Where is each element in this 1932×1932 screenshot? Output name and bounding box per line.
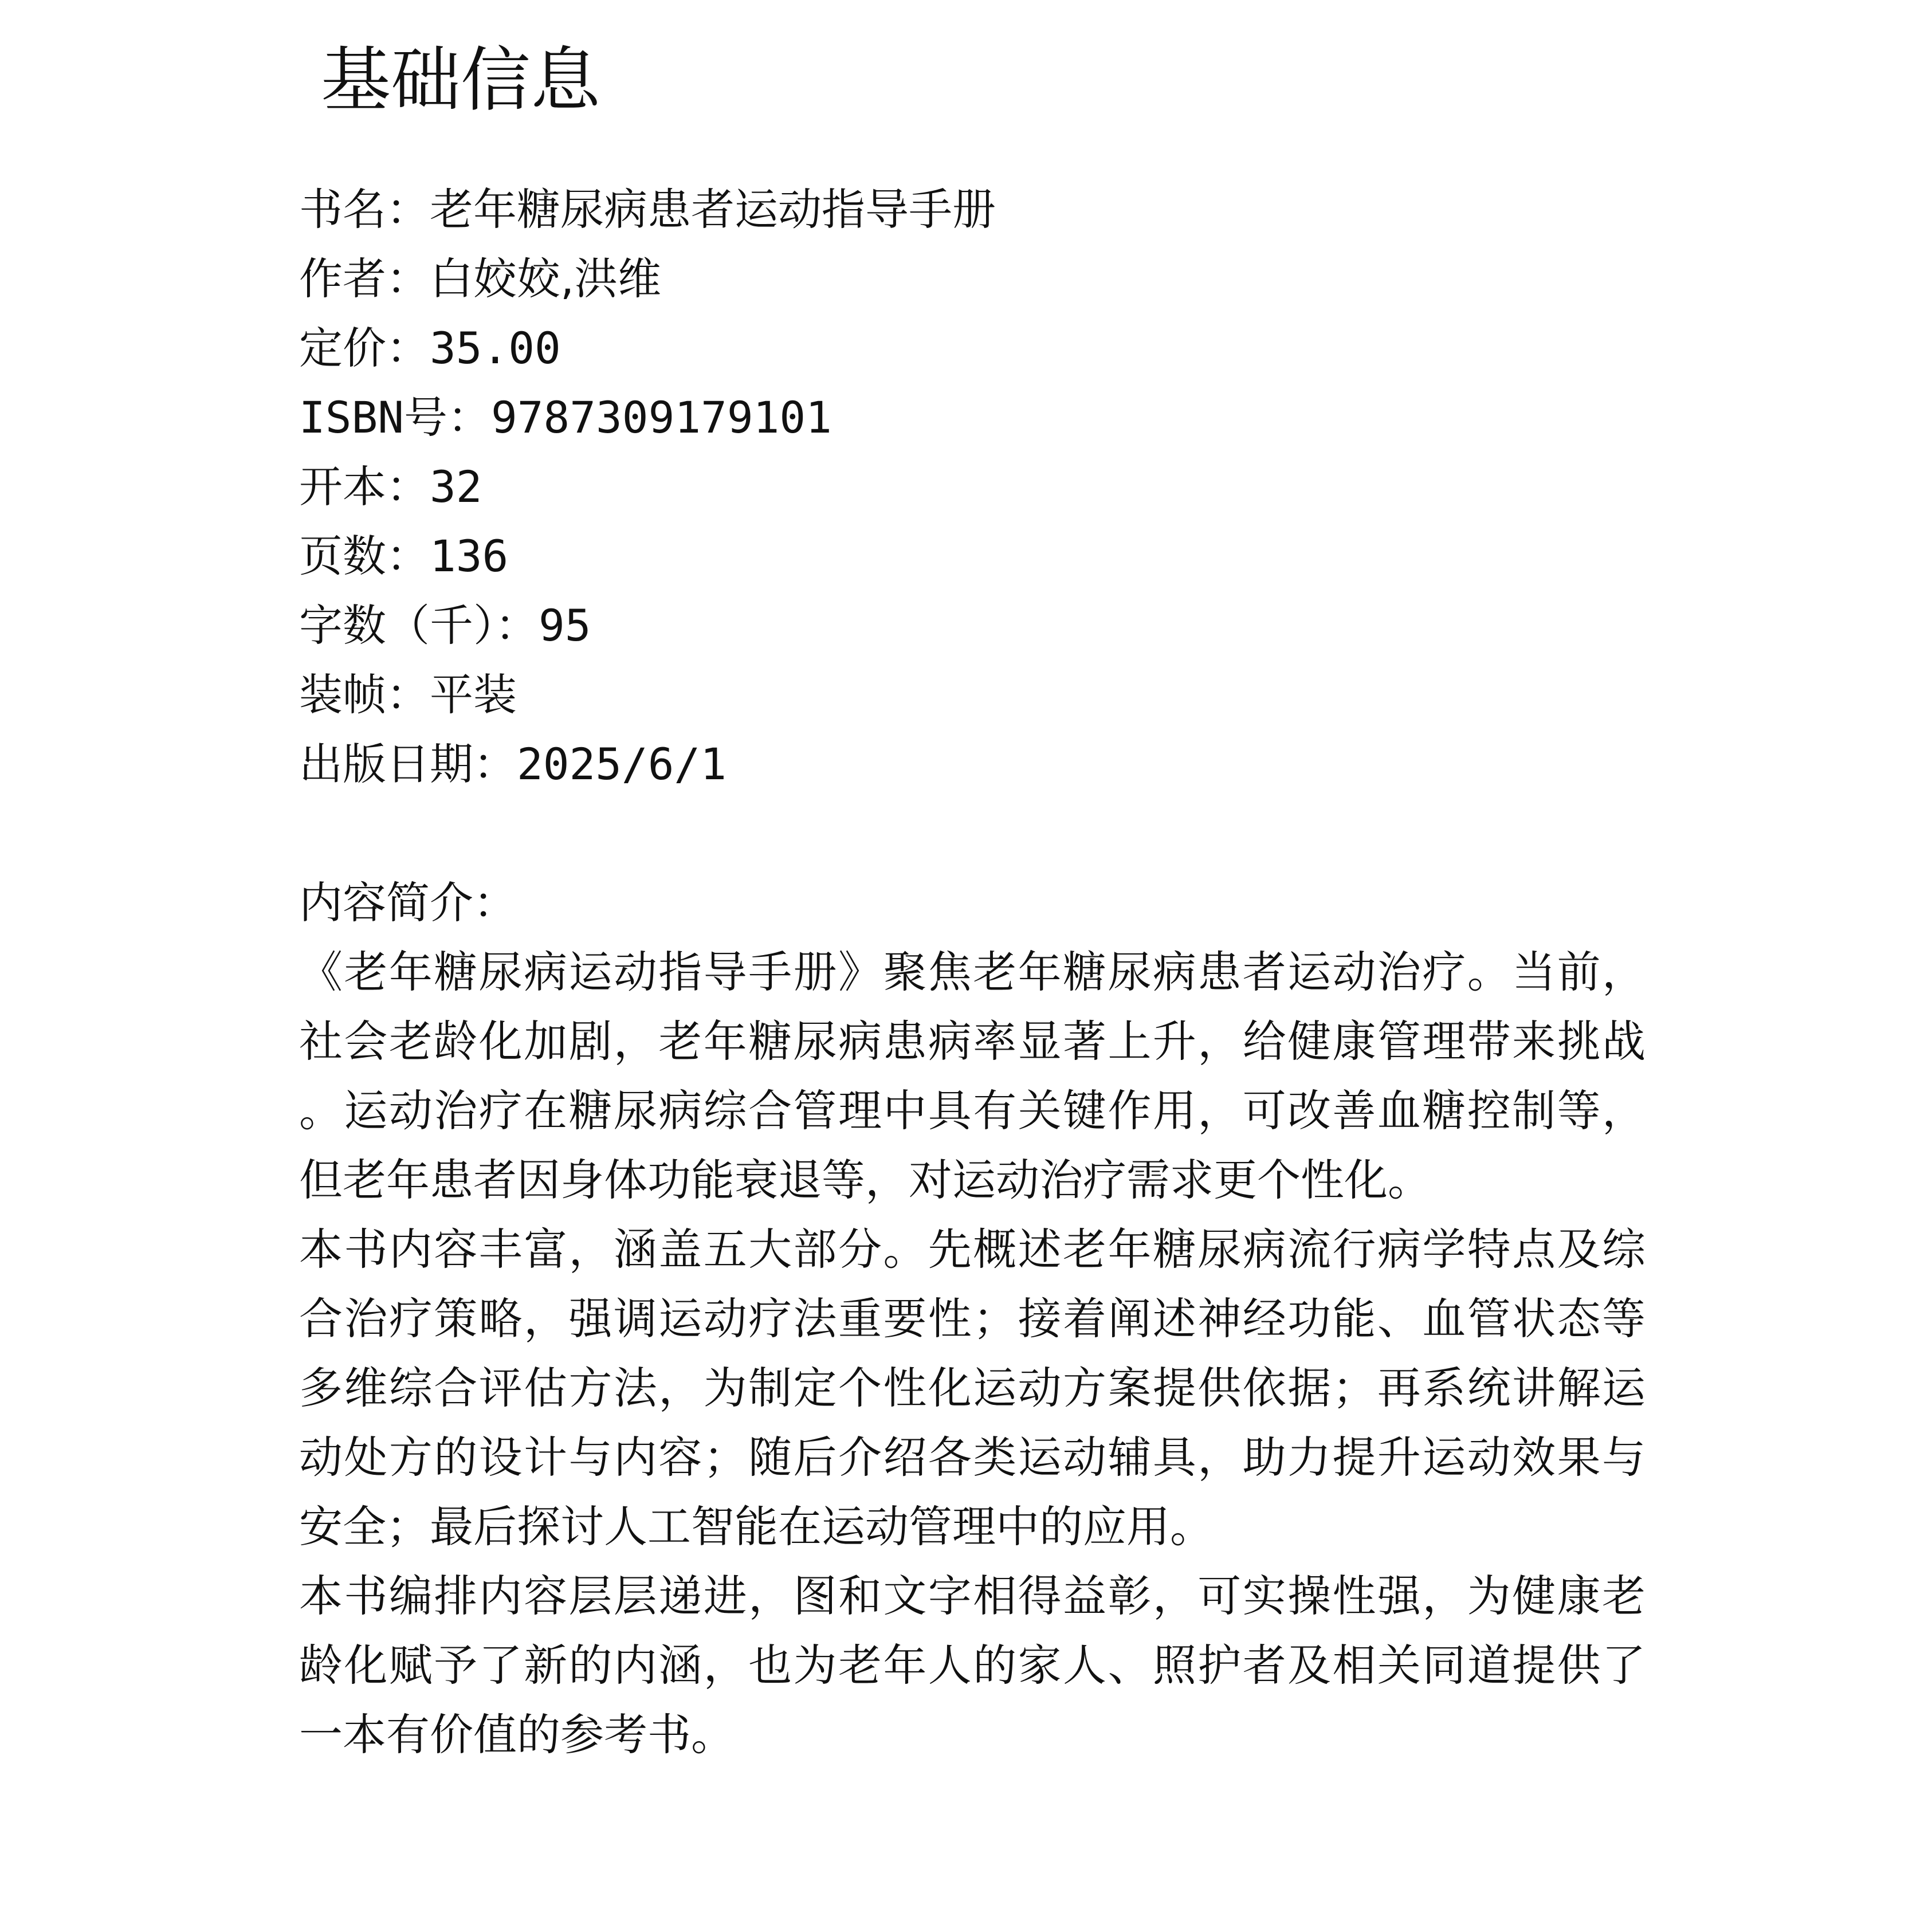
info-value: 35.00	[430, 323, 561, 374]
intro-paragraph: 本书编排内容层层递进，图和文字相得益彰，可实操性强，为健康老龄化赋予了新的内涵，也为老年人的家人、照护者及相关同道提供了一本有价值的参考书。	[299, 1570, 1646, 1760]
info-row-format	[299, 452, 1646, 521]
intro-heading: 内容简介：	[299, 877, 517, 928]
info-row-publish-date	[299, 729, 1646, 799]
info-value: 95	[539, 600, 591, 651]
info-value: 136	[430, 531, 509, 582]
book-details	[299, 175, 1646, 1769]
intro-paragraph: 《老年糖尿病运动指导手册》聚焦老年糖尿病患者运动治疗。当前，社会老龄化加剧，老年糖尿病患病率显著上升，给健康管理带来挑战。运动治疗在糖尿病综合管理中具有关键作用，可改善血糖控制等，但老年患者因身体功能衰退等，对运动治疗需求更个性化。	[299, 947, 1646, 1205]
info-value: 老年糖尿病患者运动指导手册	[430, 184, 996, 235]
info-label: 出版日期：	[299, 739, 517, 790]
info-label: ISBN号：	[299, 392, 492, 443]
info-row-pages	[299, 521, 1646, 591]
info-row-price	[299, 313, 1646, 383]
info-value: 9787309179101	[491, 392, 832, 443]
info-value: 32	[430, 461, 482, 512]
info-label: 页数：	[299, 531, 430, 582]
info-label: 定价：	[299, 323, 430, 374]
page-title: 基础信息	[321, 40, 600, 121]
info-list	[299, 175, 1646, 799]
info-label: 字数（千）：	[299, 600, 539, 651]
info-value: 2025/6/1	[517, 739, 727, 790]
intro-paragraph: 本书内容丰富，涵盖五大部分。先概述老年糖尿病流行病学特点及综合治疗策略，强调运动疗法重要性；接着阐述神经功能、血管状态等多维综合评估方法，为制定个性化运动方案提供依据；再系统讲解运动处方的设计与内容；随后介绍各类运动辅具，助力提升运动效果与安全；最后探讨人工智能在运动管理中的应用。	[299, 1224, 1646, 1552]
info-label: 书名：	[299, 184, 430, 235]
info-row-word-count	[299, 591, 1646, 660]
info-label: 开本：	[299, 461, 430, 512]
info-row-author	[299, 244, 1646, 313]
info-label: 装帧：	[299, 669, 430, 720]
info-row-binding	[299, 660, 1646, 729]
info-value: 白姣姣,洪维	[430, 253, 662, 304]
info-row-title	[299, 175, 1646, 244]
info-row-isbn	[299, 383, 1646, 452]
info-value: 平装	[430, 669, 517, 720]
info-label: 作者：	[299, 253, 430, 304]
